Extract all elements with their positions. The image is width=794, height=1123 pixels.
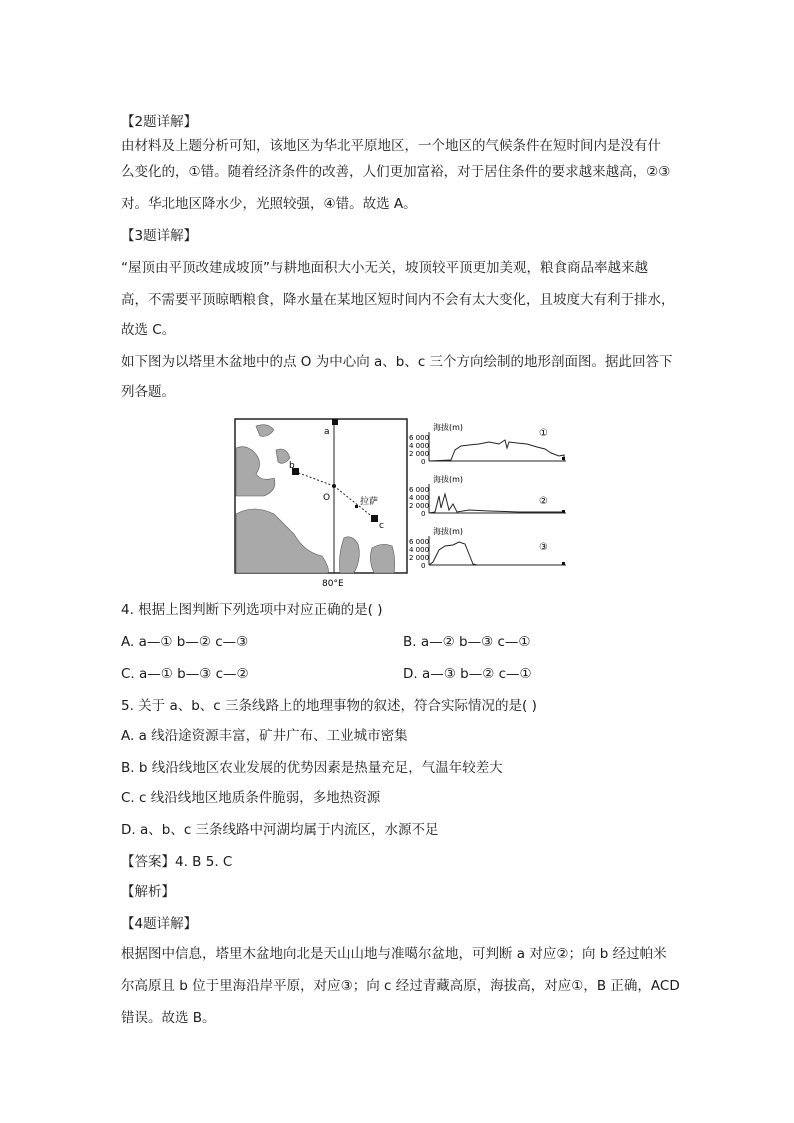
profile-2 [409,474,566,518]
figure-svg [234,418,569,588]
longitude-label: 80°E [322,579,344,588]
tick-label: 2 000 [409,554,430,562]
profile-3-marker: ③ [539,542,548,553]
question-4: 4. 根据上图判断下列选项中对应正确的是( ) [121,602,383,618]
label-a: a [324,427,330,437]
paragraph-line: 故选 C。 [121,322,176,338]
profile-1-marker: ① [539,428,548,439]
option-5c: C. c 线沿线地区地质条件脆弱，多地热资源 [121,790,381,806]
section-heading-q2: 【2题详解】 [121,114,198,130]
paragraph-line: 高，不需要平顶晾晒粮食，降水量在某地区短时间内不会有太大变化，且坡度大有利于排水， [121,292,675,308]
paragraph-line: 根据图中信息，塔里木盆地向北是天山山地与准噶尔盆地，可判断 a 对应②；向 b 经过帕米 [121,946,667,962]
tick-label: 6 000 [409,486,430,494]
paragraph-line: 错误。故选 B。 [121,1010,216,1026]
point-o [332,484,336,488]
bay-of-bengal [370,544,394,573]
option-5b: B. b 线沿线地区农业发展的优势因素是热量充足，气温年较差大 [121,760,503,776]
tick-label: 4 000 [409,494,430,502]
option-4b: B. a—② b—③ c—① [403,634,531,650]
option-4a: A. a—① b—② c—③ [121,634,249,650]
question-5: 5. 关于 a、b、c 三条线路上的地理事物的叙述，符合实际情况的是( ) [121,698,537,714]
tick-label: 4 000 [409,442,430,450]
profile-1 [409,422,566,466]
option-4d: D. a—③ b—② c—① [403,666,532,682]
point-lhasa [355,505,358,508]
tick-label: 0 [421,562,426,570]
option-4c: C. a—① b—③ c—② [121,666,249,682]
tick-label: 6 000 [409,434,430,442]
profile-2-marker: ② [539,496,548,507]
label-o: O [323,493,331,503]
terrain-profile-figure [234,418,569,588]
label-lhasa: 拉萨 [360,497,379,507]
answer-line: 【答案】4. B 5. C [121,854,233,870]
paragraph-line: “屋顶由平顶改建成坡顶”与耕地面积大小无关，坡顶较平顶更加美观，粮食商品率越来越 [121,260,648,276]
point-a [332,419,338,425]
paragraph-line: 如下图为以塔里木盆地中的点 O 为中心向 a、b、c 三个方向绘制的地形剖面图。据此回答下 [121,354,673,370]
tick-label: 0 [421,458,426,466]
profile-2-ylabel: 海拔(m) [433,475,464,484]
tick-label: 0 [421,510,426,518]
section-heading-q3: 【3题详解】 [121,228,198,244]
option-5d: D. a、b、c 三条线路中河湖均属于内流区，水源不足 [121,822,439,838]
paragraph-line: 对。华北地区降水少，光照较强，④错。故选 A。 [121,196,417,212]
profile-1-ylabel: 海拔(m) [433,423,464,432]
section-heading-q4: 【4题详解】 [121,916,198,932]
paragraph-line: 尔高原且 b 位于里海沿岸平原，对应③；向 c 经过青藏高原，海拔高，对应①，B 正确，ACD [121,978,680,994]
tick-label: 2 000 [409,502,430,510]
tick-label: 4 000 [409,546,430,554]
profile-1-curve [429,440,564,461]
paragraph-line: 列各题。 [121,384,175,400]
tick-label: 6 000 [409,538,430,546]
tick-label: 2 000 [409,450,430,458]
paragraph-line: 由材料及上题分析可知，该地区为华北平原地区，一个地区的气候条件在短时间内是没有什 [121,138,661,154]
bay-region [340,537,360,573]
profile-3 [409,526,566,570]
profile-3-ylabel: 海拔(m) [433,527,464,536]
point-c [371,515,378,522]
paragraph-line: 么变化的，①错。随着经济条件的改善，人们更加富裕，对于居住条件的要求越来越高，②③ [121,164,671,180]
label-c: c [379,521,384,531]
label-b: b [289,461,295,471]
option-5a: A. a 线沿途资源丰富，矿井广布、工业城市密集 [121,728,408,744]
analysis-heading: 【解析】 [121,884,175,900]
